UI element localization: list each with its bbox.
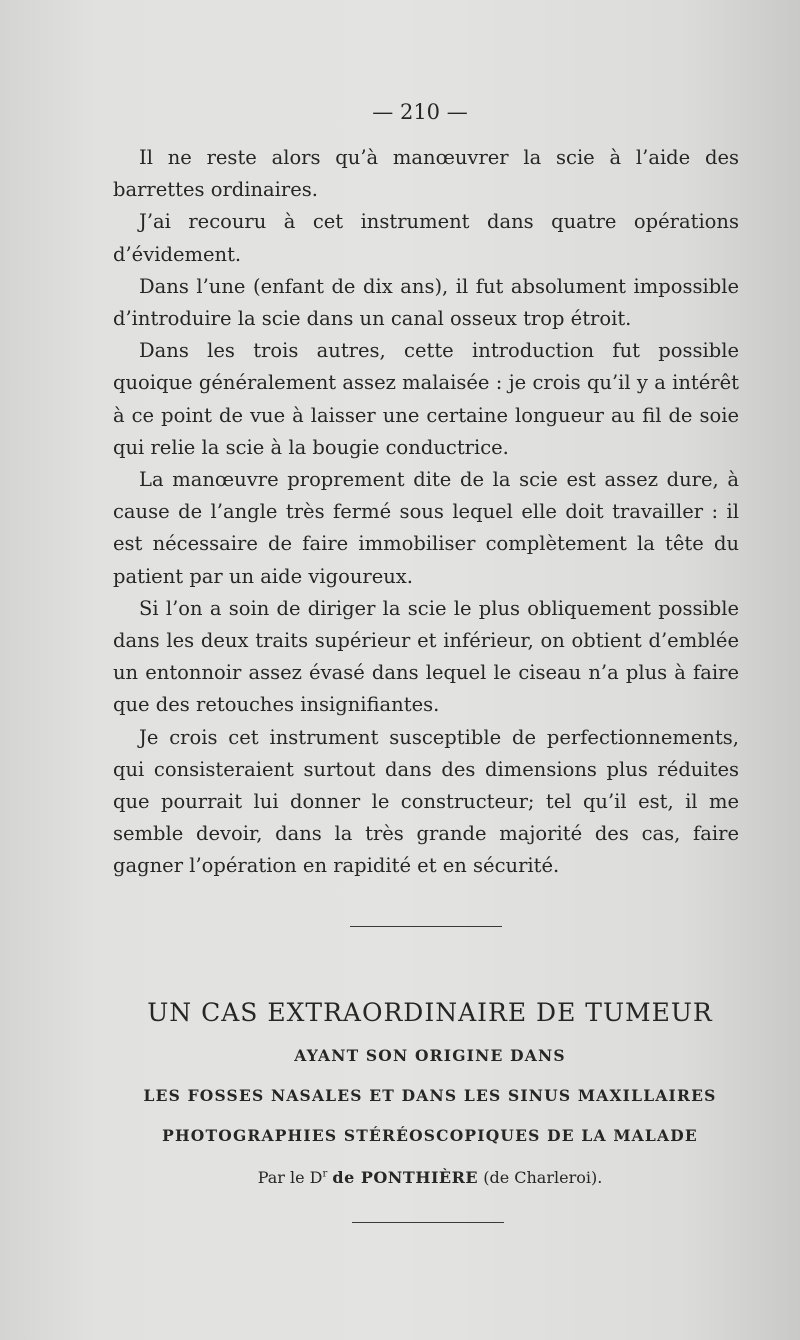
byline xyxy=(100,1168,760,1187)
paragraph: Il ne reste alors qu’à manœuvrer la scie à l’aide des barrettes ordinaires. xyxy=(113,146,739,202)
author-affiliation: (de Charleroi). xyxy=(483,1168,603,1187)
paragraph: Je crois cet instrument susceptible de perfectionnements, qui consisteraient surtout dans des dimensions plus réduites que pourrait lui donner le constructeur; tel qu’il est, il me semble devoir, dans la très grande majorité des cas, faire gagner l’opération en rapidité et en sécurité. xyxy=(113,725,739,878)
article-subtitle: LES FOSSES NASALES ET DANS LES SINUS MAXILLAIRES xyxy=(143,1086,717,1105)
section-divider xyxy=(352,1222,504,1223)
page-number: — 210 — xyxy=(372,100,468,124)
article-subtitle: PHOTOGRAPHIES STÉRÉOSCOPIQUES DE LA MALADE xyxy=(162,1126,698,1145)
paragraph: J’ai recouru à cet instrument dans quatre opérations d’évidement. xyxy=(113,210,739,266)
byline-sup: r xyxy=(322,1168,328,1180)
body-text xyxy=(113,142,739,883)
section-divider xyxy=(350,926,502,927)
paragraph: Dans l’une (enfant de dix ans), il fut absolument impossible d’introduire la scie dans un canal osseux trop étroit. xyxy=(113,274,739,331)
paragraph: La manœuvre proprement dite de la scie est assez dure, à cause de l’angle très fermé sous lequel elle doit travailler : il est nécessaire de faire immobiliser complètement la tête du patient par un aide vigoureux. xyxy=(113,468,739,588)
paragraph: Dans les trois autres, cette introduction fut possible quoique généralement assez malaisée : je crois qu’il y a intérêt à ce point de vue à laisser une certaine longueur au fil de soie qui relie la scie à la bougie conductrice. xyxy=(113,339,739,459)
article-title: UN CAS EXTRAORDINAIRE DE TUMEUR xyxy=(147,998,713,1027)
paragraph: Si l’on a soin de diriger la scie le plus obliquement possible dans les deux traits supérieur et inférieur, on obtient d’emblée un entonnoir assez évasé dans lequel le ciseau n’a plus à faire que des retouches insignifiantes. xyxy=(113,596,739,717)
article-subtitle: AYANT SON ORIGINE DANS xyxy=(294,1046,566,1065)
byline-prefix: Par le D xyxy=(257,1168,323,1187)
author-name: de PONTHIÈRE xyxy=(332,1168,479,1187)
